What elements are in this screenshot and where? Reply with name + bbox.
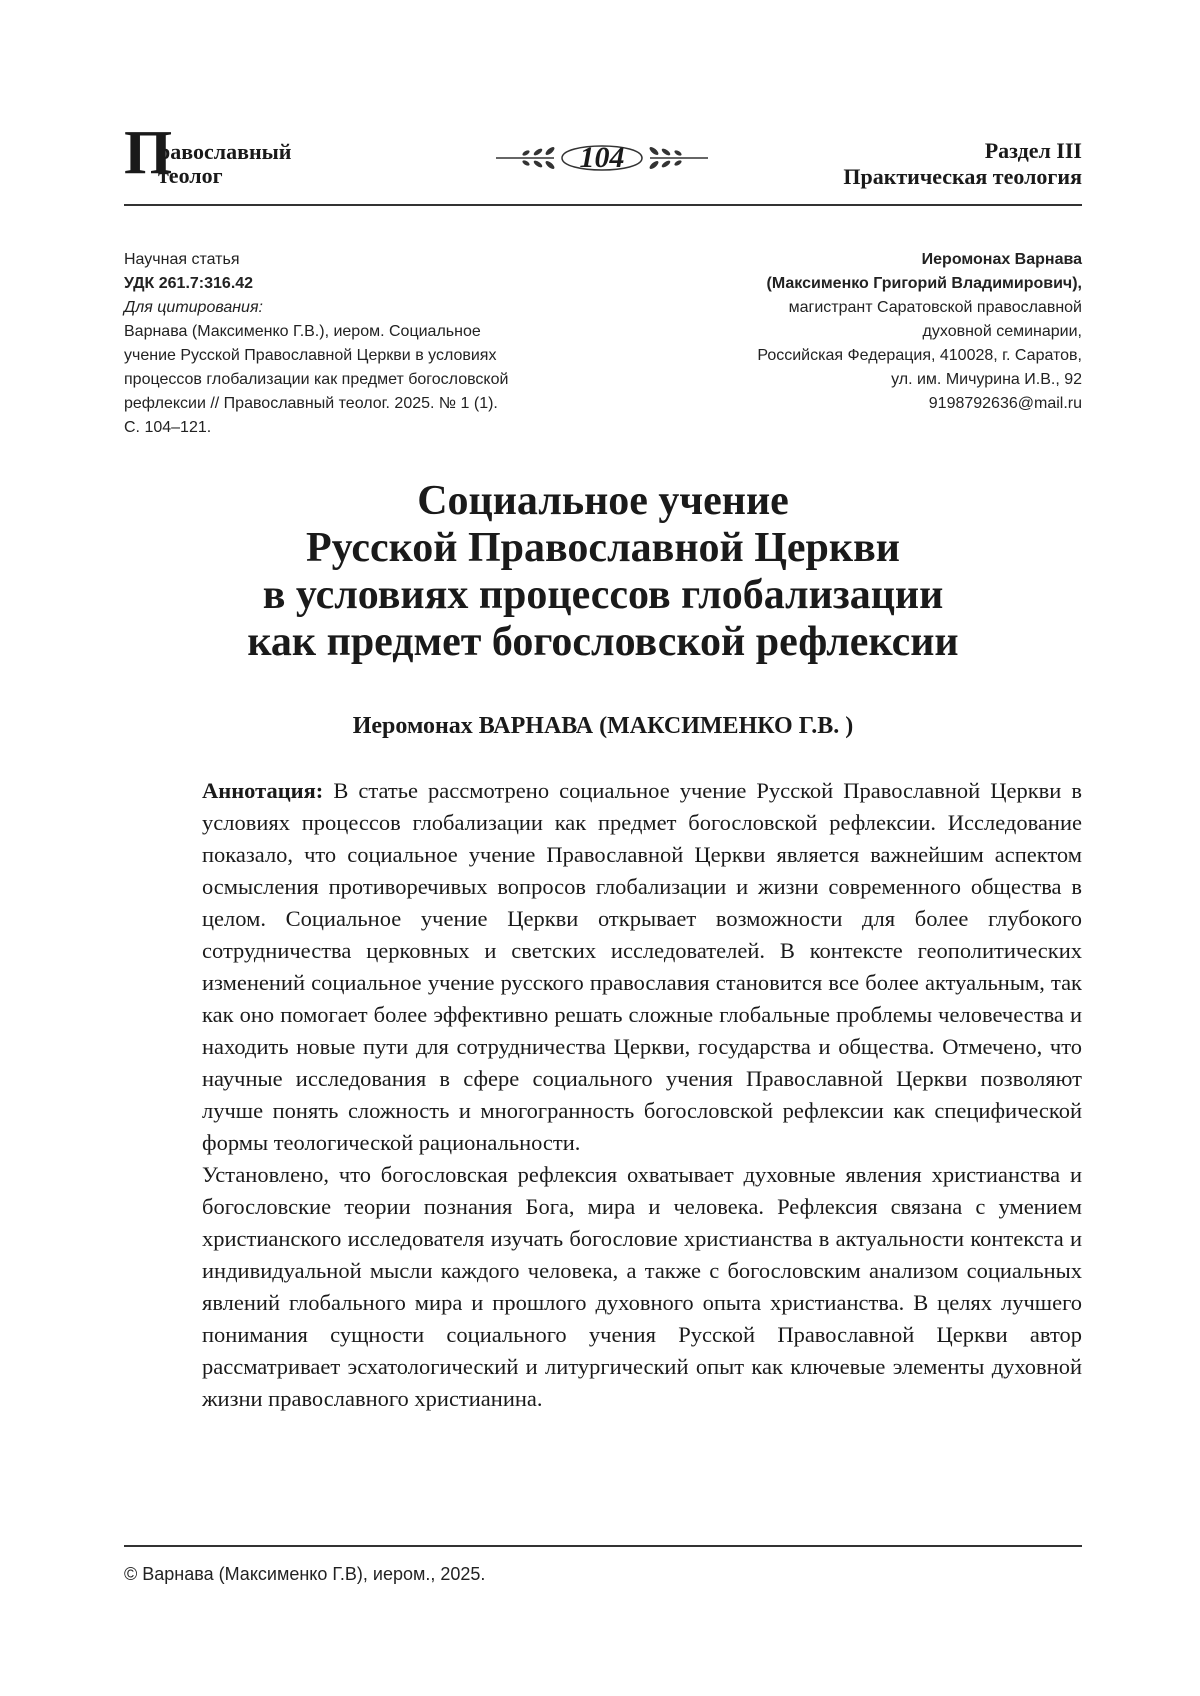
header-divider xyxy=(124,204,1082,206)
author-full-name: (Максименко Григорий Владимирович), xyxy=(766,275,1082,292)
title-line: Русской Православной Церкви xyxy=(306,525,900,571)
author-address: ул. им. Мичурина И.В., 92 xyxy=(891,371,1082,388)
page-number-ornament xyxy=(496,138,708,178)
title-line: в условиях процессов глобализации xyxy=(262,572,944,618)
citation-line: С. 104–121. xyxy=(124,419,212,436)
journal-logo xyxy=(124,119,324,196)
author-name: Иеромонах Варнава xyxy=(921,251,1082,268)
citation-line: рефлексии // Православный теолог. 2025. № 1 (1). xyxy=(124,395,498,412)
author-affiliation: магистрант Саратовской православной xyxy=(788,299,1082,316)
section-name: Практическая теология xyxy=(843,164,1082,189)
udk-code: УДК 261.7:316.42 xyxy=(124,275,254,292)
copyright-notice: © Варнава (Максименко Г.В), иером., 2025. xyxy=(124,1564,486,1584)
abstract xyxy=(202,775,1082,1415)
section-title xyxy=(843,138,1082,190)
citation-line: процессов глобализации как предмет богословской xyxy=(124,371,509,388)
article-type: Научная статья xyxy=(124,251,240,268)
title-line: Социальное учение xyxy=(417,478,789,524)
footer-divider xyxy=(124,1545,1082,1547)
citation-label: Для цитирования: xyxy=(124,299,263,316)
abstract-text: В статье рассмотрено социальное учение Русской Православной Церкви в условиях процессов глобализации как предмет богословской рефлексии. Исследование показало, что социальное учение Православной Церкви является важнейшим аспектом осмысления противоречивых вопросов глобализации и жизни современного общества в целом. Социальное учение Церкви открывает возможности для более глубокого сотрудничества церковных и светских исследователей. В контексте геополитических изменений социальное учение русского православия становится все более актуальным, так как оно помогает более эффективно решать сложные глобальные проблемы человечества и находить новые пути для сотрудничества Церкви, государства и общества. Отмечено, что научные исследования в сфере социального учения Православной Церкви позволяют лучше понять сложность и многогранность богословской рефлексии как специфической формы теологической рациональности. xyxy=(202,778,1082,1155)
abstract-label: Аннотация: xyxy=(202,778,324,803)
citation-line: учение Русской Православной Церкви в условиях xyxy=(124,347,497,364)
abstract-paragraph: Установлено, что богословская рефлексия охватывает духовные явления христианства и богословские теории познания Бога, мира и человека. Рефлексия связана с умением христианского исследователя изучать богословие христианства в актуальности контекста и индивидуальной мысли каждого человека, а также с богословским анализом социальных явлений глобального мира и прошлого духовного опыта христианства. В целях лучшего понимания сущности социального учения Русской Православной Церкви автор рассматривает эсхатологический и литургический опыт как ключевые элементы духовной жизни православного христианина. xyxy=(202,1162,1082,1411)
article-title xyxy=(124,478,1082,666)
author-email: 9198792636@mail.ru xyxy=(928,395,1082,412)
author-info xyxy=(662,248,1082,416)
journal-name-line1: равославный xyxy=(158,139,292,164)
journal-name-line2: теолог xyxy=(158,163,223,188)
journal-logo-initial: П xyxy=(124,119,173,187)
title-line: как предмет богословской рефлексии xyxy=(247,619,959,665)
author-affiliation: духовной семинарии, xyxy=(922,323,1082,340)
author-address: Российская Федерация, 410028, г. Саратов, xyxy=(757,347,1082,364)
article-meta xyxy=(124,248,594,440)
page-number: 104 xyxy=(579,141,625,174)
abstract-paragraph xyxy=(202,775,1082,1159)
author-byline: Иеромонах ВАРНАВА (МАКСИМЕНКО Г.В. ) xyxy=(352,713,854,739)
section-number: Раздел III xyxy=(984,138,1082,163)
citation-line: Варнава (Максименко Г.В.), иером. Социальное xyxy=(124,323,481,340)
running-header xyxy=(124,119,1082,204)
